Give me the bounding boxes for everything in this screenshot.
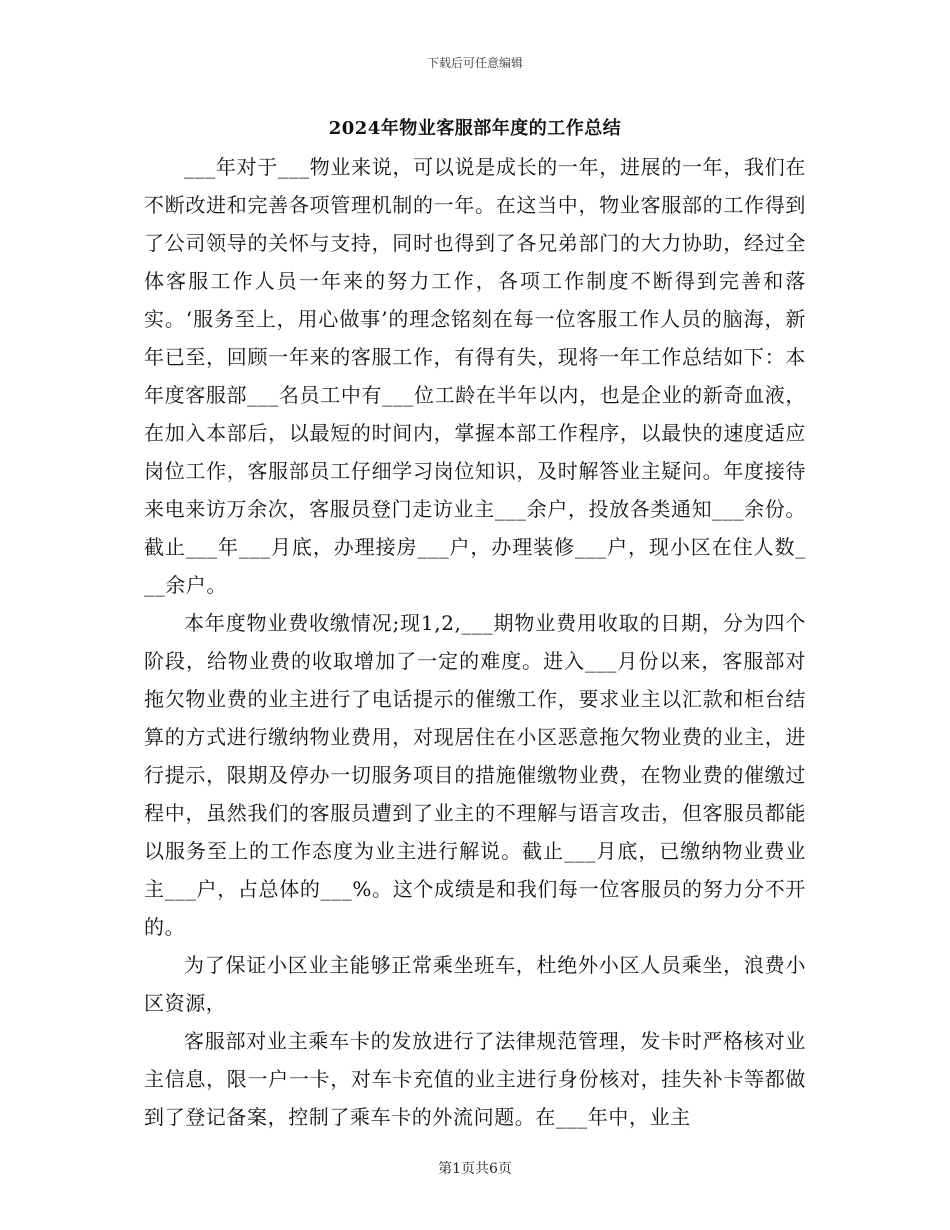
paragraph-intro: ___年对于___物业来说，可以说是成长的一年，进展的一年，我们在不断改进和完善各项管理机制的一年。在这当中，物业客服部的工作得到了公司领导的关怀与支持，同时也得到了各兄弟部门的大力协助，经过全体客服工作人员一年来的努力工作，各项工作制度不断得到完善和落实。‘服务至上，用心做事’的理念铭刻在每一位客服工作人员的脑海，新年已至，回顾一年来的客服工作，有得有失，现将一年工作总结如下：本年度客服部___名员工中有___位工龄在半年以内，也是企业的新奇血液，在加入本部后，以最短的时间内，掌握本部工作程序，以最快的速度适应岗位工作，客服部员工仔细学习岗位知识，及时解答业主疑问。年度接待来电来访万余次，客服员登门走访业主___余户，投放各类通知___余份。截止___年___月底，办理接房___户，办理装修___户，现小区在住人数___余户。 [144, 155, 806, 597]
document-title: 2024年物业客服部年度的工作总结 [328, 118, 622, 139]
paragraph-fee-collection: 本年度物业费收缴情况;现1,2,___期物业费用收取的日期，分为四个阶段，给物业费的收取增加了一定的难度。进入___月份以来，客服部对拖欠物业费的业主进行了电话提示的催缴工作，要求业主以汇款和柜台结算的方式进行缴纳物业费用，对现居住在小区恶意拖欠物业费的业主，进行提示，限期及停办一切服务项目的措施催缴物业费，在物业费的催缴过程中，虽然我们的客服员遭到了业主的不理解与语言攻击，但客服员都能以服务至上的工作态度为业主进行解说。截止___月底，已缴纳物业费业主___户，占总体的___%。这个成绩是和我们每一位客服员的努力分不开的。 [144, 611, 806, 939]
document-body [144, 148, 806, 1136]
paragraph-bus-card: 客服部对业主乘车卡的发放进行了法律规范管理，发卡时严格核对业主信息，限一户一卡，对车卡充值的业主进行身份核对，挂失补卡等都做到了登记备案，控制了乘车卡的外流问题。在___年中，业主 [144, 1029, 806, 1129]
header-note: 下载后可任意编辑 [426, 56, 523, 70]
paragraph-shuttle-bus: 为了保证小区业主能够正常乘坐班车，杜绝外小区人员乘坐，浪费小区资源， [144, 953, 806, 1015]
page-number: 第1页共6页 [438, 1161, 512, 1177]
